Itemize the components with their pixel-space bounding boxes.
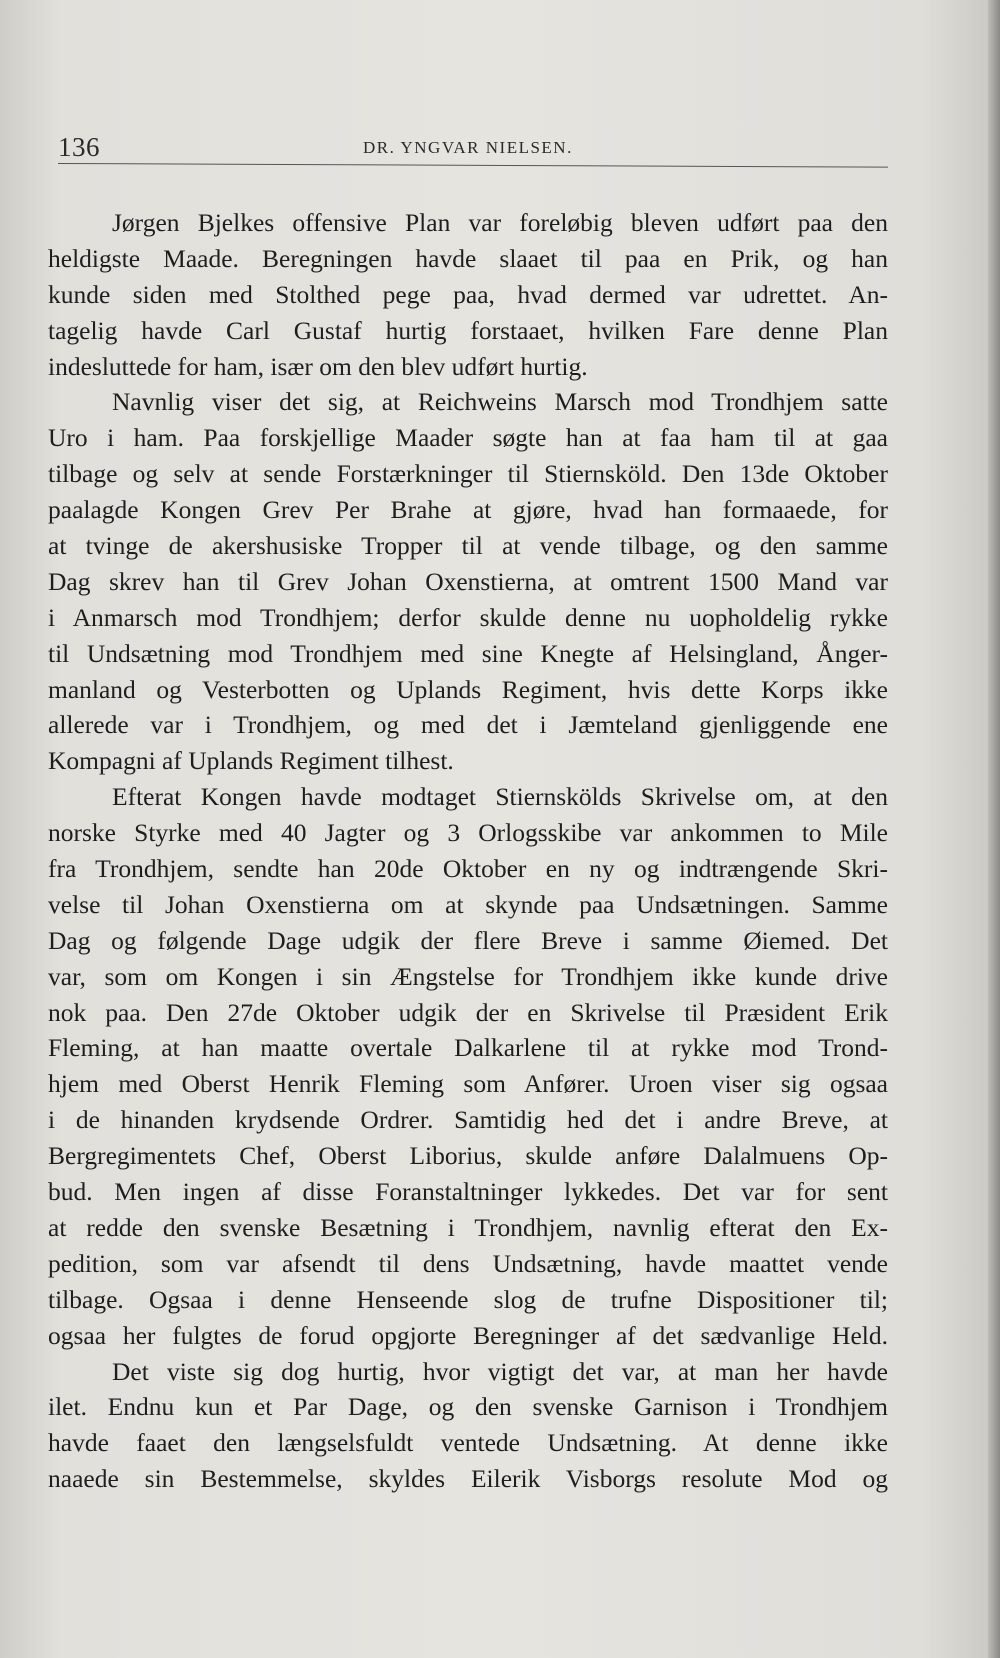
text-line: nok paa. Den 27de Oktober udgik der en Skrivelse til Præsident Erik	[48, 997, 888, 1027]
text-line: velse til Johan Oxenstierna om at skynde paa Undsætningen. Samme	[48, 889, 888, 919]
text-line: Jørgen Bjelkes offensive Plan var foreløbig bleven udført paa den	[112, 208, 888, 237]
text-line: tagelig havde Carl Gustaf hurtig forstaaet, hvilken Fare denne Plan	[48, 315, 888, 345]
text-line: i Anmarsch mod Trondhjem; derfor skulde denne nu uopholdelig rykke	[48, 602, 888, 632]
text-line: pedition, som var afsendt til dens Undsætning, havde maattet vende	[48, 1248, 888, 1278]
text-line: Efterat Kongen havde modtaget Stiernskölds Skrivelse om, at den	[112, 782, 888, 812]
text-line: Det viste sig dog hurtig, hvor vigtigt det var, at man her havde	[112, 1356, 888, 1386]
text-line: Dag og følgende Dage udgik der flere Breve i samme Øiemed. Det	[48, 925, 888, 955]
text-line: Fleming, at han maatte overtale Dalkarlene til at rykke mod Trond-	[48, 1033, 888, 1063]
text-line: til Undsætning mod Trondhjem med sine Knegte af Helsingland, Ånger-	[48, 638, 888, 668]
text-line: Uro i ham. Paa forskjellige Maader søgte han at faa ham til at gaa	[48, 423, 888, 453]
text-line: Dag skrev han til Grev Johan Oxenstierna, at omtrent 1500 Mand var	[48, 566, 888, 596]
header-rule	[58, 163, 888, 168]
text-line: i de hinanden krydsende Ordrer. Samtidig hed det i andre Breve, at	[48, 1105, 888, 1135]
text-line: tilbage. Ogsaa i denne Henseende slog de trufne Dispositioner til;	[48, 1284, 888, 1314]
text-line: ilet. Endnu kun et Par Dage, og den svenske Garnison i Trondhjem	[48, 1392, 888, 1422]
text-line: indesluttede for ham, især om den blev udført hurtig.	[48, 351, 588, 381]
text-line: allerede var i Trondhjem, og med det i Jæmteland gjenliggende ene	[48, 710, 888, 740]
text-line: at tvinge de akershusiske Tropper til at vende tilbage, og den samme	[48, 531, 888, 561]
text-line: paalagde Kongen Grev Per Brahe at gjøre, hvad han formaaede, for	[48, 495, 888, 525]
text-line: ogsaa her fulgtes de forud opgjorte Beregninger af det sædvanlige Held.	[48, 1320, 888, 1350]
text-line: fra Trondhjem, sendte han 20de Oktober en ny og indtrængende Skri-	[48, 854, 888, 884]
text-line: tilbage og selv at sende Forstærkninger til Stiernsköld. Den 13de Oktober	[48, 459, 888, 489]
text-line: bud. Men ingen af disse Foranstaltninger lykkedes. Det var for sent	[48, 1177, 888, 1207]
text-line: Bergregimentets Chef, Oberst Liborius, skulde anføre Dalalmuens Op-	[48, 1141, 888, 1171]
text-line: naaede sin Bestemmelse, skyldes Eilerik Visborgs resolute Mod og	[48, 1464, 888, 1494]
text-line: havde faaet den længselsfuldt ventede Undsætning. At denne ikke	[48, 1428, 888, 1458]
text-line: hjem med Oberst Henrik Fleming som Anfører. Uroen viser sig ogsaa	[48, 1069, 888, 1099]
text-line: kunde siden med Stolthed pege paa, hvad dermed var udrettet. An-	[48, 279, 888, 309]
text-line: at redde den svenske Besætning i Trondhjem, navnlig efterat den Ex-	[48, 1212, 888, 1242]
text-line: manland og Vesterbotten og Uplands Regiment, hvis dette Korps ikke	[48, 674, 888, 704]
page-edge-shadow	[988, 0, 1000, 1658]
running-head: DR. YNGVAR NIELSEN.	[363, 138, 573, 157]
text-line: norske Styrke med 40 Jagter og 3 Orlogsskibe var ankommen to Mile	[48, 818, 888, 848]
body-text	[48, 205, 888, 1497]
text-line: var, som om Kongen i sin Ængstelse for Trondhjem ikke kunde drive	[48, 961, 888, 991]
text-line: Kompagni af Uplands Regiment tilhest.	[48, 746, 454, 776]
text-line: Navnlig viser det sig, at Reichweins Marsch mod Trondhjem satte	[112, 387, 888, 417]
text-line: heldigste Maade. Beregningen havde slaaet til paa en Prik, og han	[48, 243, 888, 273]
page-number: 136	[58, 132, 100, 162]
page-header	[58, 132, 888, 162]
